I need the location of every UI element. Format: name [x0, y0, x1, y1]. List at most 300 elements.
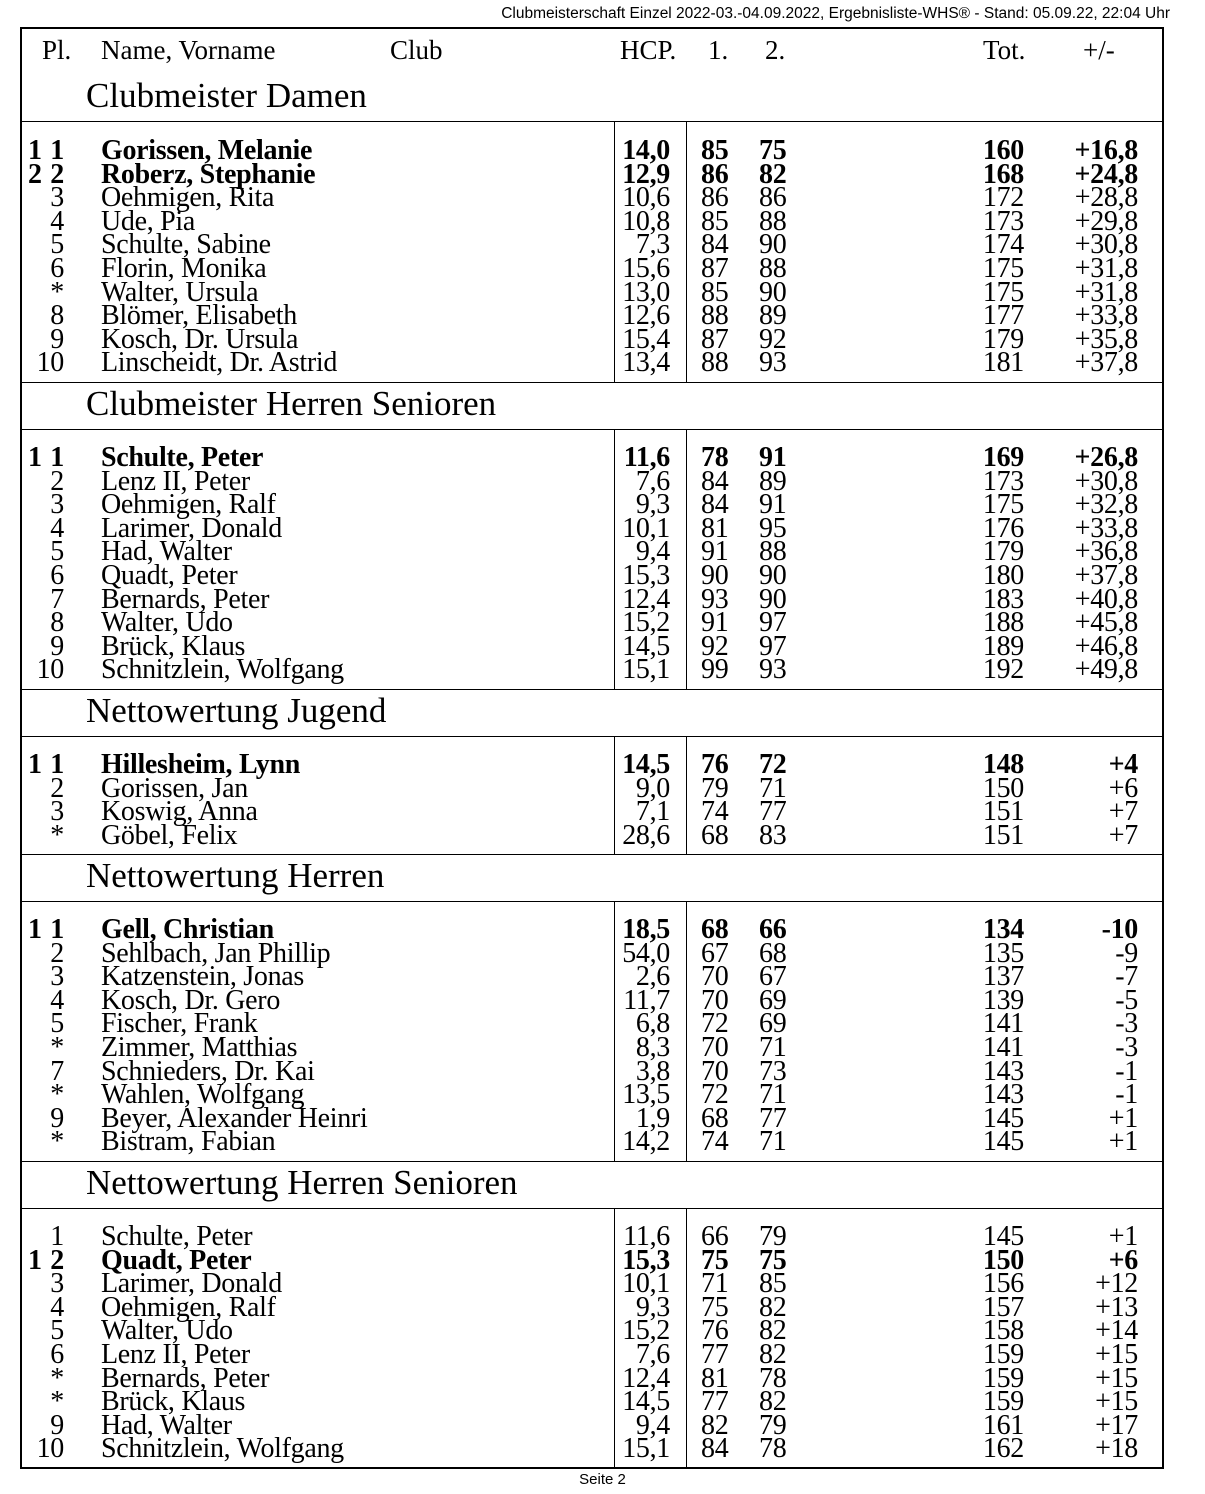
handicap: 9,4 [635, 1409, 670, 1441]
round1-score: 91 [701, 536, 729, 568]
section-title [22, 382, 1162, 430]
round2-score: 97 [759, 630, 787, 662]
place: 1 [50, 914, 64, 945]
place: * [50, 1126, 64, 1158]
player-name: Schulte, Peter [101, 442, 264, 473]
round2-score: 71 [759, 1126, 787, 1158]
total-score: 174 [982, 229, 1024, 261]
player-name: Walter, Udo [101, 1315, 233, 1347]
player-name: Koswig, Anna [101, 796, 258, 828]
place: 8 [50, 607, 64, 639]
score-difference: -5 [1115, 984, 1138, 1016]
place: 1 [50, 135, 64, 166]
winner-rank: 2 [28, 158, 42, 190]
player-name: Bernards, Peter [101, 583, 270, 615]
player-name: Lenz II, Peter [101, 465, 250, 497]
place: 10 [36, 654, 64, 686]
total-score: 175 [982, 276, 1024, 308]
section-title [22, 854, 1162, 902]
score-difference: -7 [1115, 961, 1138, 993]
player-name: Walter, Ursula [101, 276, 259, 308]
total-score: 143 [982, 1079, 1024, 1111]
place: * [50, 276, 64, 308]
table-row [22, 1126, 1162, 1158]
round1-score: 85 [701, 276, 729, 308]
round1-score: 84 [701, 489, 729, 521]
score-difference: +33,8 [1074, 300, 1138, 332]
score-difference: +15 [1095, 1339, 1138, 1370]
place: 4 [50, 205, 64, 237]
score-difference: +29,8 [1074, 205, 1138, 237]
round2-score: 85 [759, 1268, 787, 1300]
handicap: 11,6 [623, 442, 670, 473]
table-row [22, 347, 1162, 379]
column-header-name: Name, Vorname [101, 35, 276, 65]
round2-score: 78 [759, 1362, 787, 1394]
place: 6 [50, 253, 64, 284]
round2-score: 90 [759, 583, 787, 615]
place: 1 [50, 442, 64, 473]
round2-score: 95 [759, 512, 787, 544]
handicap: 15,1 [622, 1433, 670, 1465]
place: 3 [50, 489, 64, 521]
round1-score: 75 [701, 1291, 729, 1323]
total-score: 192 [982, 654, 1024, 686]
player-name: Florin, Monika [101, 253, 267, 284]
score-difference: +24,8 [1074, 158, 1138, 190]
round1-score: 93 [701, 583, 729, 615]
total-score: 169 [982, 442, 1024, 473]
total-score: 151 [982, 796, 1024, 828]
total-score: 141 [982, 1008, 1024, 1040]
handicap: 12,4 [622, 1362, 670, 1394]
round2-score: 90 [759, 229, 787, 261]
score-difference: +13 [1095, 1291, 1138, 1323]
place: 9 [50, 630, 64, 662]
section-title-text: Clubmeister Damen [86, 76, 367, 115]
total-score: 143 [982, 1055, 1024, 1087]
player-name: Schnitzlein, Wolfgang [101, 654, 344, 686]
place: 3 [50, 1268, 64, 1300]
total-score: 180 [982, 560, 1024, 591]
place: 2 [50, 158, 64, 190]
handicap: 9,4 [635, 536, 670, 568]
place: 10 [36, 347, 64, 379]
score-difference: +1 [1108, 1126, 1138, 1158]
round1-score: 75 [701, 1244, 729, 1276]
column-header-total: Tot. [983, 35, 1026, 65]
round1-score: 72 [701, 1079, 729, 1111]
total-score: 159 [982, 1362, 1024, 1394]
section-title-text: Nettowertung Herren Senioren [86, 1163, 518, 1202]
handicap: 8,3 [635, 1032, 670, 1063]
round2-score: 91 [759, 489, 787, 521]
round1-score: 77 [701, 1386, 729, 1418]
total-score: 175 [982, 253, 1024, 284]
round2-score: 71 [759, 772, 787, 804]
round1-score: 84 [701, 1433, 729, 1465]
total-score: 179 [982, 536, 1024, 568]
total-score: 150 [982, 772, 1024, 804]
place: 2 [50, 465, 64, 497]
round2-score: 77 [759, 796, 787, 828]
score-difference: -9 [1115, 937, 1138, 969]
player-name: Beyer, Alexander Heinri [101, 1102, 368, 1134]
total-score: 162 [982, 1433, 1024, 1465]
total-score: 176 [982, 512, 1024, 544]
handicap: 14,5 [622, 1386, 670, 1418]
player-name: Wahlen, Wolfgang [101, 1079, 305, 1111]
round1-score: 70 [701, 1055, 729, 1087]
winner-rank: 1 [28, 914, 42, 945]
round1-score: 71 [701, 1268, 729, 1300]
place: 8 [50, 300, 64, 332]
round2-score: 82 [759, 1386, 787, 1418]
total-score: 145 [982, 1126, 1024, 1158]
total-score: 157 [982, 1291, 1024, 1323]
place: 9 [50, 1409, 64, 1441]
score-difference: +30,8 [1074, 465, 1138, 497]
handicap: 14,5 [622, 749, 670, 780]
column-header-hcp: HCP. [620, 35, 677, 65]
player-name: Roberz, Stephanie [101, 158, 316, 190]
round1-score: 84 [701, 465, 729, 497]
total-score: 189 [982, 630, 1024, 662]
handicap: 14,0 [622, 135, 670, 166]
section-title-text: Nettowertung Jugend [86, 691, 387, 730]
handicap: 7,6 [635, 465, 670, 497]
score-difference: +46,8 [1074, 630, 1138, 662]
place: 1 [50, 749, 64, 780]
player-name: Lenz II, Peter [101, 1339, 250, 1370]
player-name: Schulte, Peter [101, 1221, 253, 1252]
player-name: Schulte, Sabine [101, 229, 271, 261]
player-name: Quadt, Peter [101, 560, 238, 591]
place: 6 [50, 560, 64, 591]
player-name: Linscheidt, Dr. Astrid [101, 347, 338, 379]
player-name: Brück, Klaus [101, 1386, 246, 1418]
score-difference: +14 [1095, 1315, 1138, 1347]
place: 4 [50, 1291, 64, 1323]
player-name: Bernards, Peter [101, 1362, 270, 1394]
section-title [22, 1161, 1162, 1209]
round1-score: 76 [701, 1315, 729, 1347]
handicap: 15,2 [622, 1315, 670, 1347]
table-row [22, 819, 1162, 851]
player-name: Oehmigen, Rita [101, 182, 275, 214]
round1-score: 68 [701, 1102, 729, 1134]
score-difference: +37,8 [1074, 560, 1138, 591]
round2-score: 69 [759, 984, 787, 1016]
score-difference: +1 [1108, 1102, 1138, 1134]
document-header-line: Clubmeisterschaft Einzel 2022-03.-04.09.2022, Ergebnisliste-WHS® - Stand: 05.09.22, 22:04 Uhr [501, 5, 1170, 22]
round2-score: 73 [759, 1055, 787, 1087]
player-name: Had, Walter [101, 536, 232, 568]
round1-score: 92 [701, 630, 729, 662]
round1-score: 76 [701, 749, 729, 780]
round2-score: 71 [759, 1032, 787, 1063]
player-name: Quadt, Peter [101, 1244, 252, 1276]
round2-score: 83 [759, 819, 787, 851]
place: 2 [50, 937, 64, 969]
round1-score: 87 [701, 323, 729, 355]
total-score: 145 [982, 1221, 1024, 1252]
handicap: 15,3 [622, 560, 670, 591]
round1-score: 91 [701, 607, 729, 639]
score-difference: +28,8 [1074, 182, 1138, 214]
score-difference: +31,8 [1074, 276, 1138, 308]
total-score: 160 [982, 135, 1024, 166]
section-title-text: Clubmeister Herren Senioren [86, 384, 497, 423]
round1-score: 99 [701, 654, 729, 686]
score-difference: +15 [1095, 1386, 1138, 1418]
total-score: 137 [982, 961, 1024, 993]
round1-score: 70 [701, 1032, 729, 1063]
handicap: 28,6 [622, 819, 670, 851]
player-name: Blömer, Elisabeth [101, 300, 297, 332]
round2-score: 89 [759, 465, 787, 497]
round2-score: 88 [759, 536, 787, 568]
score-difference: +7 [1108, 819, 1138, 851]
table-row [22, 1433, 1162, 1465]
player-name: Schnitzlein, Wolfgang [101, 1433, 344, 1465]
score-difference: +30,8 [1074, 229, 1138, 261]
section-title [22, 689, 1162, 737]
place: 5 [50, 1315, 64, 1347]
round1-score: 88 [701, 300, 729, 332]
place: * [50, 1362, 64, 1394]
place: 3 [50, 961, 64, 993]
round2-score: 82 [759, 1315, 787, 1347]
place: 7 [50, 1055, 64, 1087]
score-difference: -3 [1115, 1008, 1138, 1040]
score-difference: -1 [1115, 1079, 1138, 1111]
handicap: 1,9 [635, 1102, 670, 1134]
total-score: 175 [982, 489, 1024, 521]
round1-score: 84 [701, 229, 729, 261]
column-header-diff: +/- [1083, 35, 1115, 65]
column-header-round2: 2. [765, 35, 786, 65]
score-difference: +16,8 [1074, 135, 1138, 166]
handicap: 10,8 [622, 205, 670, 237]
place: 2 [50, 772, 64, 804]
handicap: 10,6 [622, 182, 670, 214]
place: * [50, 1032, 64, 1063]
round1-score: 68 [701, 914, 729, 945]
player-name: Larimer, Donald [101, 1268, 282, 1300]
section-title-text: Nettowertung Herren [86, 856, 385, 895]
total-score: 159 [982, 1386, 1024, 1418]
round1-score: 78 [701, 442, 729, 473]
handicap: 54,0 [622, 937, 670, 969]
place: 6 [50, 1339, 64, 1370]
column-header-club: Club [390, 35, 443, 65]
place: 7 [50, 583, 64, 615]
total-score: 168 [982, 158, 1024, 190]
total-score: 134 [982, 914, 1024, 945]
round1-score: 66 [701, 1221, 729, 1252]
round1-score: 88 [701, 347, 729, 379]
place: 5 [50, 1008, 64, 1040]
round2-score: 88 [759, 205, 787, 237]
round2-score: 88 [759, 253, 787, 284]
total-score: 139 [982, 984, 1024, 1016]
round1-score: 68 [701, 819, 729, 851]
round2-score: 77 [759, 1102, 787, 1134]
round1-score: 86 [701, 158, 729, 190]
handicap: 7,3 [635, 229, 670, 261]
winner-rank: 1 [28, 1244, 42, 1276]
total-score: 145 [982, 1102, 1024, 1134]
round2-score: 86 [759, 182, 787, 214]
handicap: 9,3 [635, 489, 670, 521]
total-score: 177 [982, 300, 1024, 332]
score-difference: +45,8 [1074, 607, 1138, 639]
round2-score: 68 [759, 937, 787, 969]
place: * [50, 1079, 64, 1111]
round2-score: 66 [759, 914, 787, 945]
handicap: 12,6 [622, 300, 670, 332]
round1-score: 67 [701, 937, 729, 969]
handicap: 6,8 [635, 1008, 670, 1040]
total-score: 181 [982, 347, 1024, 379]
player-name: Hillesheim, Lynn [101, 749, 301, 780]
handicap: 10,1 [622, 512, 670, 544]
total-score: 150 [982, 1244, 1024, 1276]
place: 2 [50, 1244, 64, 1276]
place: 3 [50, 182, 64, 214]
round2-score: 72 [759, 749, 787, 780]
place: 10 [36, 1433, 64, 1465]
handicap: 15,4 [622, 323, 670, 355]
round2-score: 82 [759, 1291, 787, 1323]
handicap: 14,5 [622, 630, 670, 662]
round2-score: 97 [759, 607, 787, 639]
round2-score: 79 [759, 1409, 787, 1441]
total-score: 172 [982, 182, 1024, 214]
winner-rank: 1 [28, 135, 42, 166]
place: * [50, 1386, 64, 1418]
score-difference: -3 [1115, 1032, 1138, 1063]
round1-score: 74 [701, 1126, 729, 1158]
results-table [20, 27, 1164, 1469]
round2-score: 75 [759, 135, 787, 166]
round2-score: 90 [759, 276, 787, 308]
total-score: 173 [982, 465, 1024, 497]
round2-score: 92 [759, 323, 787, 355]
round2-score: 78 [759, 1433, 787, 1465]
place: 1 [50, 1221, 64, 1252]
score-difference: +49,8 [1074, 654, 1138, 686]
score-difference: -10 [1101, 914, 1138, 945]
total-score: 161 [982, 1409, 1024, 1441]
player-name: Gell, Christian [101, 914, 274, 945]
handicap: 11,6 [623, 1221, 670, 1252]
round1-score: 85 [701, 135, 729, 166]
round2-score: 69 [759, 1008, 787, 1040]
handicap: 18,5 [622, 914, 670, 945]
round1-score: 79 [701, 772, 729, 804]
place: 4 [50, 984, 64, 1016]
total-score: 148 [982, 749, 1024, 780]
round1-score: 77 [701, 1339, 729, 1370]
round2-score: 89 [759, 300, 787, 332]
round1-score: 86 [701, 182, 729, 214]
round2-score: 82 [759, 158, 787, 190]
column-header-row [22, 29, 1162, 76]
round1-score: 87 [701, 253, 729, 284]
handicap: 7,6 [635, 1339, 670, 1370]
total-score: 183 [982, 583, 1024, 615]
total-score: 188 [982, 607, 1024, 639]
handicap: 9,0 [635, 772, 670, 804]
round2-score: 93 [759, 347, 787, 379]
handicap: 9,3 [635, 1291, 670, 1323]
round2-score: 91 [759, 442, 787, 473]
total-score: 179 [982, 323, 1024, 355]
player-name: Bistram, Fabian [101, 1126, 276, 1158]
table-row [22, 654, 1162, 686]
total-score: 151 [982, 819, 1024, 851]
round2-score: 82 [759, 1339, 787, 1370]
round2-score: 93 [759, 654, 787, 686]
total-score: 141 [982, 1032, 1024, 1063]
place: 9 [50, 323, 64, 355]
handicap: 13,0 [622, 276, 670, 308]
winner-rank: 1 [28, 749, 42, 780]
handicap: 2,6 [635, 961, 670, 993]
player-name: Sehlbach, Jan Phillip [101, 937, 331, 969]
column-header-round1: 1. [708, 35, 729, 65]
round2-score: 75 [759, 1244, 787, 1276]
round1-score: 85 [701, 205, 729, 237]
total-score: 173 [982, 205, 1024, 237]
player-name: Kosch, Dr. Ursula [101, 323, 299, 355]
handicap: 10,1 [622, 1268, 670, 1300]
player-name: Fischer, Frank [101, 1008, 258, 1040]
score-difference: +12 [1095, 1268, 1138, 1300]
player-name: Ude, Pia [101, 205, 196, 237]
handicap: 15,3 [622, 1244, 670, 1276]
player-name: Zimmer, Matthias [101, 1032, 298, 1063]
handicap: 15,2 [622, 607, 670, 639]
section-title [22, 75, 1162, 122]
handicap: 15,6 [622, 253, 670, 284]
round1-score: 74 [701, 796, 729, 828]
round2-score: 67 [759, 961, 787, 993]
column-header-pl: Pl. [42, 35, 72, 65]
place: 9 [50, 1102, 64, 1134]
score-difference: +7 [1108, 796, 1138, 828]
player-name: Schnieders, Dr. Kai [101, 1055, 315, 1087]
handicap: 14,2 [622, 1126, 670, 1158]
score-difference: +26,8 [1074, 442, 1138, 473]
handicap: 7,1 [635, 796, 670, 828]
place: 4 [50, 512, 64, 544]
player-name: Gorissen, Melanie [101, 135, 313, 166]
player-name: Oehmigen, Ralf [101, 1291, 276, 1323]
score-difference: +15 [1095, 1362, 1138, 1394]
handicap: 13,4 [622, 347, 670, 379]
score-difference: +31,8 [1074, 253, 1138, 284]
total-score: 159 [982, 1339, 1024, 1370]
score-difference: +35,8 [1074, 323, 1138, 355]
score-difference: +18 [1095, 1433, 1138, 1465]
score-difference: +17 [1095, 1409, 1138, 1441]
player-name: Göbel, Felix [101, 819, 238, 851]
round1-score: 81 [701, 512, 729, 544]
round2-score: 71 [759, 1079, 787, 1111]
